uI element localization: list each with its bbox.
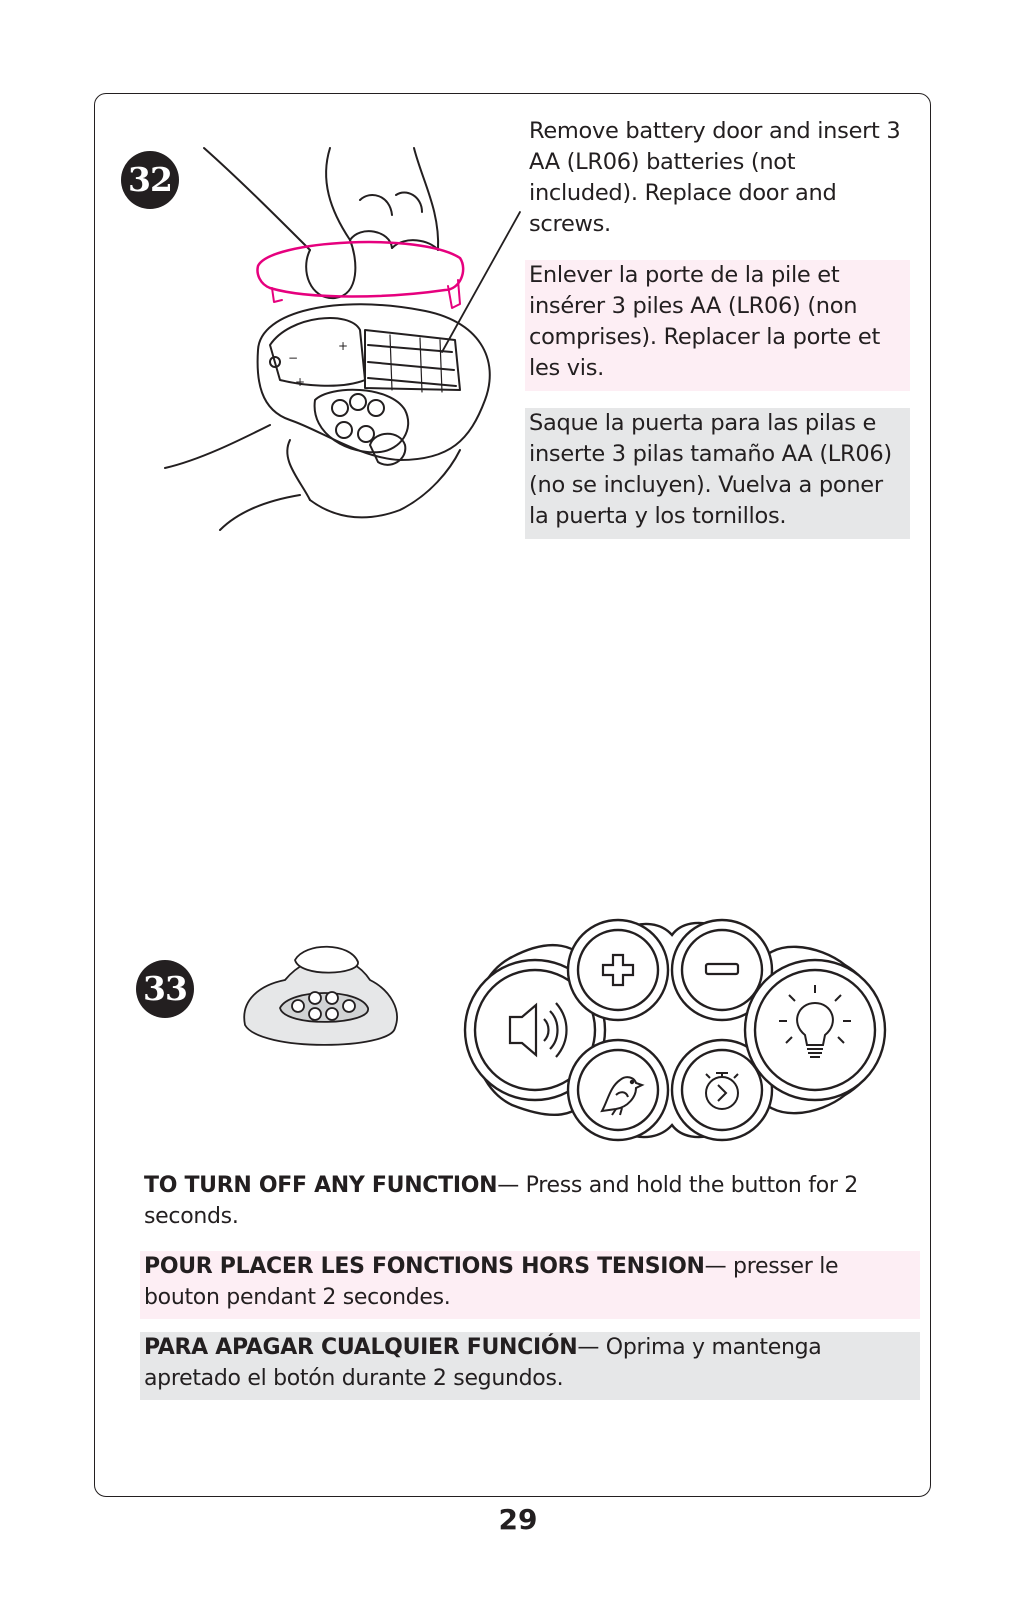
svg-text:+: + <box>295 375 306 389</box>
turn-off-note-spanish <box>140 1332 920 1400</box>
note-heading: TO TURN OFF ANY FUNCTION <box>144 1173 498 1198</box>
note-dash: — <box>497 1173 519 1198</box>
note-heading: PARA APAGAR CUALQUIER FUNCIÓN <box>144 1335 578 1360</box>
soother-device-illustration <box>240 940 400 1055</box>
svg-text:−: − <box>288 351 299 365</box>
control-panel-diagram <box>440 915 900 1145</box>
nature-sounds-button[interactable] <box>568 1040 668 1140</box>
step-32-instructions-english: Remove battery door and insert 3 AA (LR06) batteries (not included). Replace door and screws. <box>529 118 901 237</box>
night-light-button[interactable] <box>745 960 885 1100</box>
turn-off-note-french <box>140 1251 920 1319</box>
note-heading: POUR PLACER LES FONCTIONS HORS TENSION <box>144 1254 705 1279</box>
battery-installation-illustration <box>160 140 520 540</box>
step-32-instructions-spanish: Saque la puerta para las pilas e inserte 3 pilas tamaño AA (LR06) (no se incluyen). Vuelva a poner la puerta y los tornillos. <box>525 408 910 539</box>
turn-off-note-english <box>140 1170 920 1232</box>
volume-up-button[interactable] <box>568 920 668 1020</box>
step-number-badge: 33 <box>136 960 194 1018</box>
step-number-badge: 32 <box>121 151 179 209</box>
note-dash: — <box>704 1254 727 1279</box>
note-text: Oprima y mantenga apretado el botón durante 2 segundos. <box>144 1335 822 1391</box>
svg-text:+: + <box>338 339 349 353</box>
note-dash: — <box>577 1335 600 1360</box>
page-number: 29 <box>498 1503 538 1536</box>
note-text: Press and hold the button for 2 seconds. <box>144 1173 859 1229</box>
note-text: presser le bouton pendant 2 secondes. <box>144 1254 839 1310</box>
step-32-instructions-french: Enlever la porte de la pile et insérer 3 piles AA (LR06) (non comprises). Replacer la porte et les vis. <box>525 260 910 391</box>
